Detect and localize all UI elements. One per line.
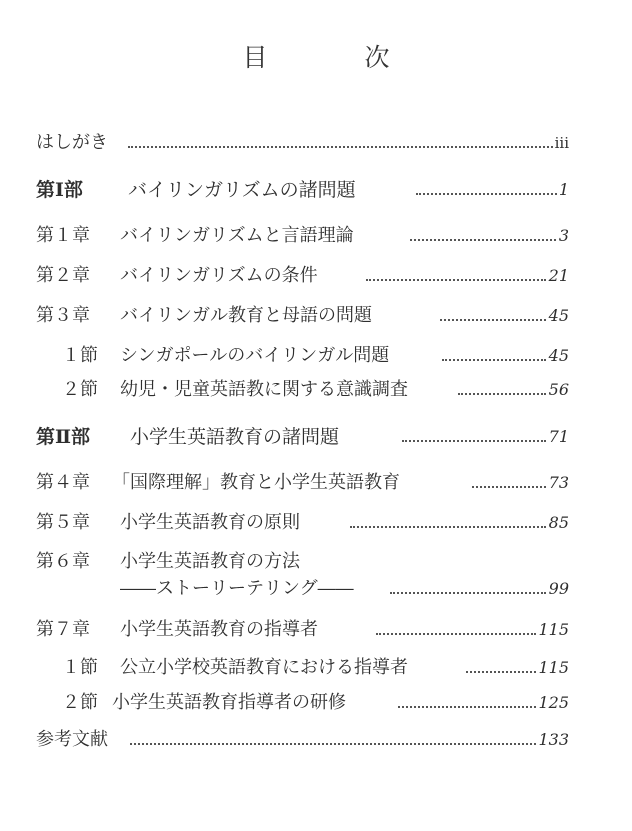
toc-page-number: 115 bbox=[536, 617, 569, 643]
toc-title: 「国際理解」教育と小学生英語教育 bbox=[112, 470, 406, 496]
toc-page-number: iii bbox=[553, 130, 569, 156]
toc-label: １節 bbox=[62, 657, 98, 678]
toc-page-number: 3 bbox=[557, 223, 569, 249]
dot-leader bbox=[376, 633, 536, 635]
toc-label: 第３章 bbox=[36, 305, 90, 326]
dot-leader bbox=[130, 743, 536, 745]
toc-entry-section-3-2[interactable] bbox=[0, 377, 632, 403]
dot-leader bbox=[440, 319, 546, 321]
toc-entry-chapter-1[interactable] bbox=[0, 223, 632, 249]
toc-page-number: 21 bbox=[547, 263, 569, 289]
toc-entry-section-3-1[interactable] bbox=[0, 343, 632, 369]
toc-page-number: 71 bbox=[547, 424, 569, 450]
toc-label: 第１章 bbox=[36, 225, 90, 246]
toc-title: 小学生英語教育の方法 bbox=[120, 549, 306, 575]
dot-leader bbox=[390, 592, 546, 594]
toc-label: 第Ⅰ部 bbox=[36, 179, 83, 201]
dot-leader bbox=[366, 279, 546, 281]
toc-entry-references[interactable] bbox=[0, 727, 632, 753]
toc-label: 第７章 bbox=[36, 619, 90, 640]
dot-leader bbox=[398, 706, 536, 708]
toc-entry-chapter-5[interactable] bbox=[0, 510, 632, 536]
toc-title: 幼児・児童英語教に関する意識調査 bbox=[120, 377, 414, 403]
dot-leader bbox=[410, 239, 560, 241]
toc-label: 第６章 bbox=[36, 551, 90, 572]
toc-title: 小学生英語教育の原則 bbox=[120, 510, 306, 536]
toc-label: はしがき bbox=[36, 132, 108, 153]
toc-title: バイリンガリズムの諸問題 bbox=[128, 177, 362, 203]
toc-page-number: 45 bbox=[547, 343, 569, 369]
toc-label: 第４章 bbox=[36, 472, 90, 493]
toc-label: ２節 bbox=[62, 379, 98, 400]
toc-page-number: 45 bbox=[547, 303, 569, 329]
toc-page-number: 133 bbox=[536, 727, 569, 753]
toc-entry-chapter-6[interactable] bbox=[0, 549, 632, 575]
toc-title: 小学生英語教育の諸問題 bbox=[130, 424, 345, 450]
toc-subtitle: ――ストーリーテリング―― bbox=[120, 576, 360, 602]
toc-label: ２節 bbox=[62, 692, 98, 713]
toc-entry-chapter-6-subtitle[interactable] bbox=[0, 576, 632, 602]
toc-page-number: 56 bbox=[547, 377, 569, 403]
toc-title: 公立小学校英語教育における指導者 bbox=[120, 655, 414, 681]
page-title: 目 次 bbox=[242, 43, 426, 72]
toc-entry-section-7-1[interactable] bbox=[0, 655, 632, 681]
toc-label: 参考文献 bbox=[36, 729, 108, 750]
toc-label: 第２章 bbox=[36, 265, 90, 286]
dot-leader bbox=[466, 671, 536, 673]
toc-label: 第Ⅱ部 bbox=[36, 426, 91, 448]
toc-entry-part-2[interactable] bbox=[0, 424, 632, 450]
toc-page-number: 73 bbox=[547, 470, 569, 496]
toc-entry-chapter-4[interactable] bbox=[0, 470, 632, 496]
toc-title: 小学生英語教育の指導者 bbox=[120, 617, 324, 643]
dot-leader bbox=[350, 526, 546, 528]
toc-entry-preface[interactable] bbox=[0, 130, 632, 156]
dot-leader bbox=[458, 393, 546, 395]
toc-entry-part-1[interactable] bbox=[0, 177, 632, 203]
toc-title: バイリンガリズムの条件 bbox=[120, 263, 324, 289]
toc-title: バイリンガル教育と母語の問題 bbox=[120, 303, 378, 329]
dot-leader bbox=[442, 359, 546, 361]
toc-page-number: 85 bbox=[547, 510, 569, 536]
toc-page-number: 99 bbox=[547, 576, 569, 602]
dot-leader bbox=[128, 146, 556, 148]
toc-entry-chapter-7[interactable] bbox=[0, 617, 632, 643]
toc-entry-section-7-2[interactable] bbox=[0, 690, 632, 716]
dot-leader bbox=[416, 193, 560, 195]
toc-title: シンガポールのバイリンガル問題 bbox=[120, 343, 395, 369]
toc-title: バイリンガリズムと言語理論 bbox=[120, 223, 360, 249]
toc-entry-chapter-2[interactable] bbox=[0, 263, 632, 289]
toc-entry-chapter-3[interactable] bbox=[0, 303, 632, 329]
dot-leader bbox=[402, 440, 546, 442]
toc-label: 第５章 bbox=[36, 512, 90, 533]
toc-page-number: 125 bbox=[536, 690, 569, 716]
toc-title: 小学生英語教育指導者の研修 bbox=[112, 690, 352, 716]
dot-leader bbox=[472, 486, 546, 488]
toc-label: １節 bbox=[62, 345, 98, 366]
toc-page-number: 115 bbox=[536, 655, 569, 681]
toc-page-number: 1 bbox=[557, 177, 569, 203]
